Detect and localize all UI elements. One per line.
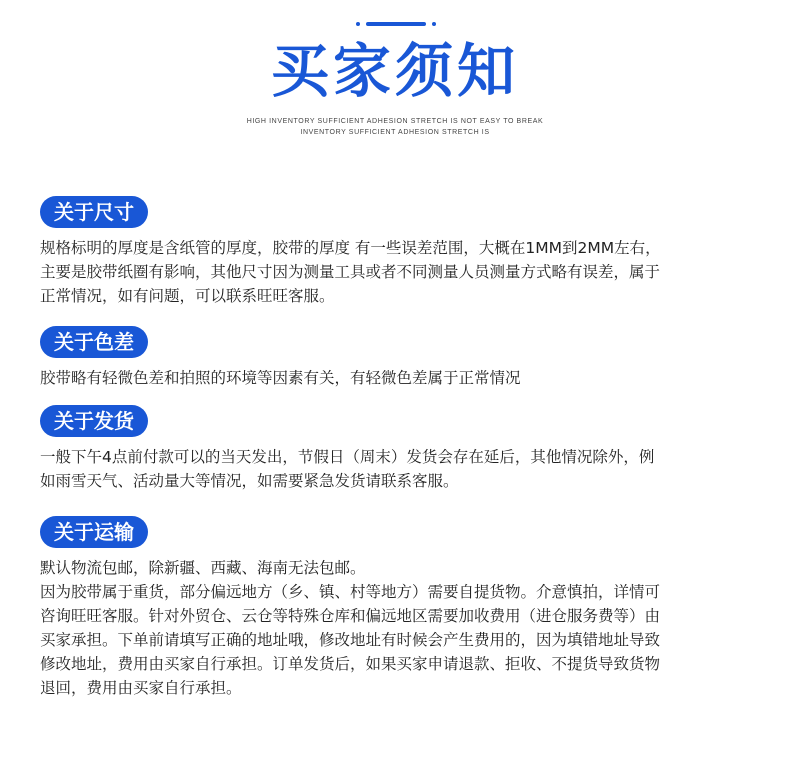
section-shipping-line-2: 如雨雪天气、活动量大等情况，如需要紧急发货请联系客服。 (40, 472, 459, 490)
section-color (40, 326, 770, 390)
section-shipping-label: 关于发货 (40, 405, 148, 437)
section-shipping (40, 405, 770, 493)
section-shipping-line-1: 一般下午4点前付款可以的当天发出，节假日（周末）发货会存在延后，其他情况除外，例 (40, 448, 655, 466)
page-subtitle-2: INVENTORY SUFFICIENT ADHESION STRETCH IS (300, 129, 490, 136)
section-transport-line-1: 默认物流包邮，除新疆、西藏、海南无法包邮。 (40, 559, 366, 577)
section-size (40, 196, 770, 308)
section-transport-line-2: 因为胶带属于重货，部分偏远地方（乡、镇、村等地方）需要自提货物。介意慎拍，详情可 (40, 583, 661, 601)
section-size-label: 关于尺寸 (40, 196, 148, 228)
section-transport-line-5: 修改地址，费用由买家自行承担。订单发货后，如果买家申请退款、拒收、不提货导致货物 (40, 655, 661, 673)
decoration-dot-right (432, 22, 436, 26)
section-size-line-1: 规格标明的厚度是含纸管的厚度，胶带的厚度 有一些误差范围，大概在1MM到2MM左右， (40, 239, 661, 257)
section-transport-line-3: 咨询旺旺客服。针对外贸仓、云仓等特殊仓库和偏远地区需要加收费用（进仓服务费等）由 (40, 607, 661, 625)
decoration-bar (366, 22, 426, 26)
page-title: 买家须知 (270, 37, 519, 105)
section-size-line-3: 正常情况，如有问题，可以联系旺旺客服。 (40, 287, 335, 305)
section-size-line-2: 主要是胶带纸圈有影响，其他尺寸因为测量工具或者不同测量人员测量方式略有误差，属于 (40, 263, 661, 281)
section-transport-line-6: 退回，费用由买家自行承担。 (40, 679, 242, 697)
section-transport (40, 516, 770, 700)
section-transport-label: 关于运输 (40, 516, 148, 548)
page-subtitle-1: HIGH INVENTORY SUFFICIENT ADHESION STRETCH IS NOT EASY TO BREAK (246, 118, 544, 125)
section-transport-line-4: 买家承担。下单前请填写正确的地址哦，修改地址有时候会产生费用的，因为填错地址导致 (40, 631, 661, 649)
title-decoration (356, 22, 436, 26)
section-color-label: 关于色差 (40, 326, 148, 358)
decoration-dot-left (356, 22, 360, 26)
section-color-line-1: 胶带略有轻微色差和拍照的环境等因素有关，有轻微色差属于正常情况 (40, 369, 521, 387)
